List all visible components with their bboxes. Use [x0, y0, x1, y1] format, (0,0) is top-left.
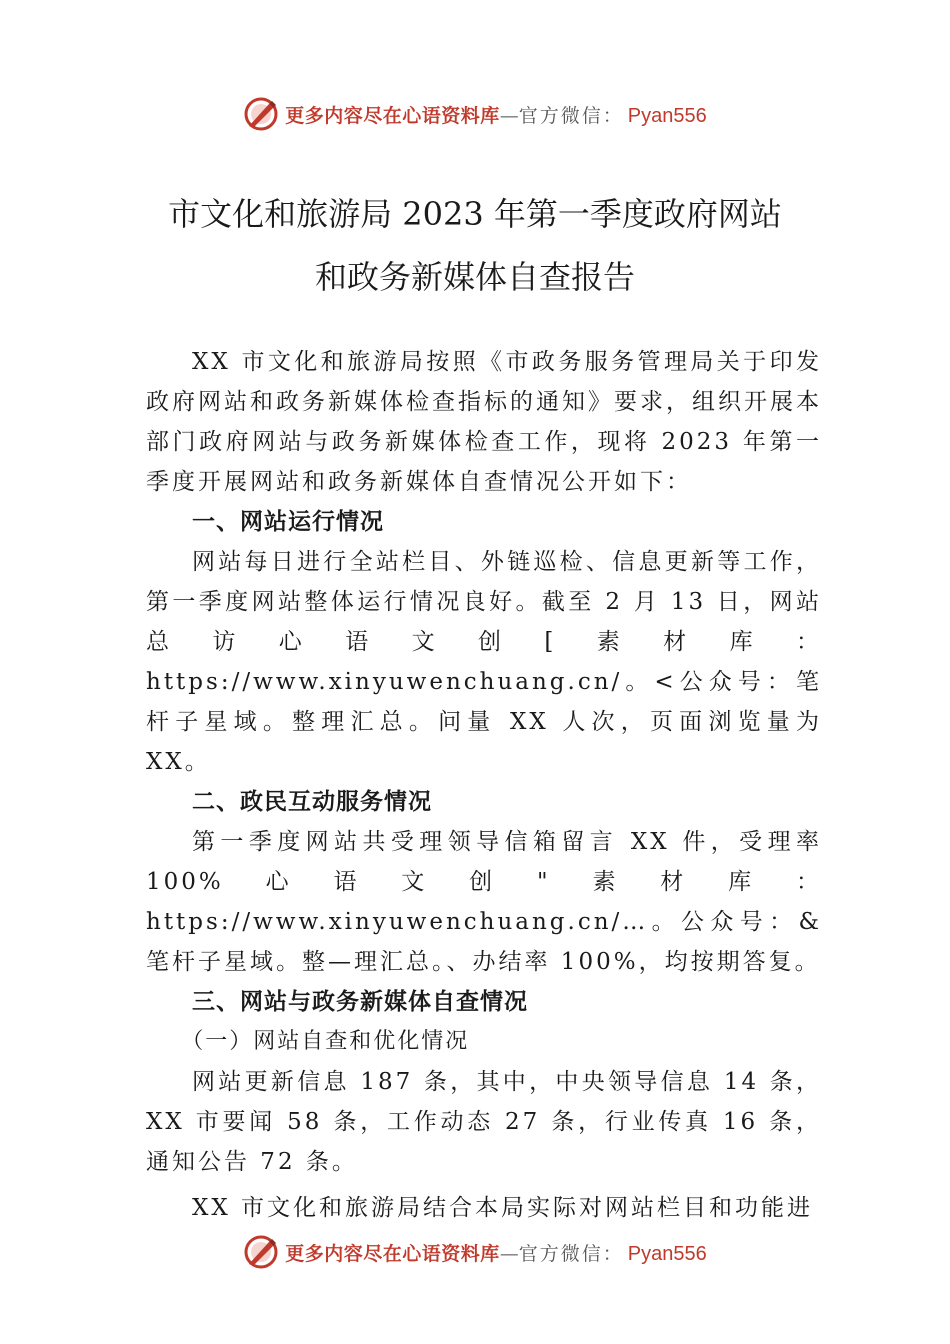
- banner-text: [285, 101, 707, 128]
- banner-wechat-label: 官方微信：: [518, 1242, 624, 1265]
- banner-wechat-id: Pyan556: [627, 1242, 707, 1265]
- section3-paragraph1: 网站更新信息 187 条，其中，中央领导信息 14 条，XX 市要闻 58 条，工作动态 27 条，行业传真 16 条，通知公告 72 条。: [146, 1069, 822, 1175]
- section2-heading: 二、政民互动服务情况: [192, 789, 432, 815]
- intro-paragraph: XX 市文化和旅游局按照《市政务服务管理局关于印发政府网站和政务新媒体检查指标的通知》要求，组织开展本部门政府网站与政务新媒体检查工作，现将 2023 年第一季度开展网站和政务新媒体自查情况公开如下：: [146, 349, 822, 495]
- document-title-line2: 和政务新媒体自查报告: [314, 258, 635, 296]
- footer-banner: [0, 1230, 950, 1274]
- banner-dash: —: [499, 1242, 519, 1265]
- section3-subheading: （一）网站自查和优化情况: [181, 1029, 470, 1054]
- section3-paragraph2: XX 市文化和旅游局结合本局实际对网站栏目和功能进: [192, 1195, 814, 1221]
- document-body: [146, 342, 822, 1228]
- banner-dash: —: [499, 104, 519, 127]
- header-banner: [0, 92, 950, 136]
- banner-wechat-id: Pyan556: [627, 104, 707, 127]
- banner-brand-text: 更多内容尽在心语资料库: [285, 1242, 500, 1265]
- pen-seal-logo-icon: [243, 1234, 279, 1270]
- section3-heading: 三、网站与政务新媒体自查情况: [192, 989, 528, 1015]
- pen-seal-logo-icon: [243, 96, 279, 132]
- section1-paragraph: 网站每日进行全站栏目、外链巡检、信息更新等工作，第一季度网站整体运行情况良好。截至 2 月 13 日，网站总访心语文创[素材库：https://www.xinyuwenchuang.cn/。<公众号：笔杆子星域。整理汇总。问量 XX 人次，页面浏览量为 XX。: [146, 549, 822, 775]
- section1-heading: 一、网站运行情况: [192, 509, 384, 535]
- section2-paragraph: 第一季度网站共受理领导信箱留言 XX 件，受理率 100%心语文创"素材库：https://www.xinyuwenchuang.cn/…。公众号：&笔杆子星域。整—理汇总。、办结率 100%，均按期答复。: [146, 829, 822, 975]
- banner-wechat-label: 官方微信：: [518, 104, 624, 127]
- banner-brand-text: 更多内容尽在心语资料库: [285, 104, 500, 127]
- document-title-line1: 市文化和旅游局 2023 年第一季度政府网站: [168, 195, 782, 233]
- banner-text: [285, 1239, 707, 1266]
